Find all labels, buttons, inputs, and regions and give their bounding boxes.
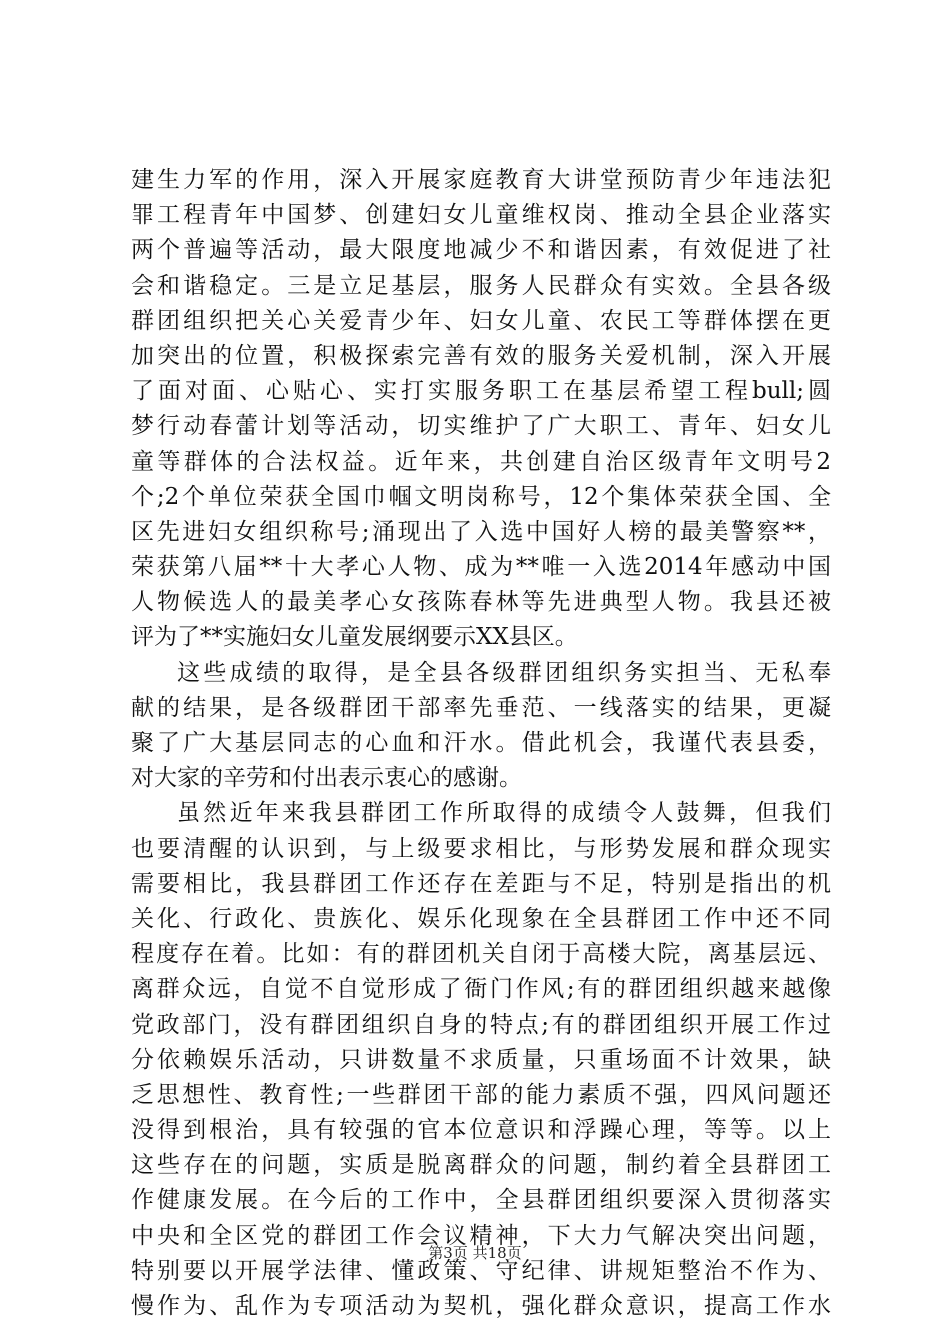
- text-line: 区先进妇女组织称号;涌现出了入选中国好人榜的最美警察**，: [131, 518, 831, 545]
- text-line: 会和谐稳定。三是立足基层，服务人民群众有实效。全县各级: [131, 272, 831, 299]
- text-line: 个;2个单位荣获全国巾帼文明岗称号，12个集体荣获全国、全: [131, 483, 831, 510]
- text-line: 童等群体的合法权益。近年来，共创建自治区级青年文明号2: [131, 448, 831, 475]
- text-line: 乏思想性、教育性;一些群团干部的能力素质不强，四风问题还: [131, 1081, 831, 1108]
- text-line: 加突出的位置，积极探索完善有效的服务关爱机制，深入开展: [131, 342, 831, 369]
- text-line: 这些成绩的取得，是全县各级群团组织务实担当、无私奉: [177, 659, 831, 686]
- text-line: 慢作为、乱作为专项活动为契机，强化群众意识，提高工作水: [131, 1293, 831, 1319]
- text-line: 离群众远，自觉不自觉形成了衙门作风;有的群团组织越来越像: [131, 976, 831, 1003]
- text-line: 党政部门，没有群团组织自身的特点;有的群团组织开展工作过: [131, 1011, 831, 1038]
- text-line: 关化、行政化、贵族化、娱乐化现象在全县群团工作中还不同: [131, 905, 831, 932]
- text-line: 程度存在着。比如：有的群团机关自闭于高楼大院，离基层远、: [131, 941, 831, 968]
- text-line: 荣获第八届**十大孝心人物、成为**唯一入选2014年感动中国: [131, 554, 831, 581]
- text-line: 群团组织把关心关爱青少年、妇女儿童、农民工等群体摆在更: [131, 307, 831, 334]
- text-line: 两个普遍等活动，最大限度地减少不和谐因素，有效促进了社: [131, 237, 831, 264]
- text-line: 特别要以开展学法律、懂政策、守纪律、讲规矩整治不作为、: [131, 1257, 831, 1284]
- text-line: 梦行动春蕾计划等活动，切实维护了广大职工、青年、妇女儿: [131, 413, 831, 440]
- page-number-footer: 第3页 共18页: [428, 1244, 522, 1262]
- text-line: 这些存在的问题，实质是脱离群众的问题，制约着全县群团工: [131, 1152, 831, 1179]
- text-line: 建生力军的作用，深入开展家庭教育大讲堂预防青少年违法犯: [131, 167, 831, 193]
- text-line: 虽然近年来我县群团工作所取得的成绩令人鼓舞，但我们: [177, 800, 831, 827]
- text-line: 罪工程青年中国梦、创建妇女儿童维权岗、推动全县企业落实: [131, 202, 831, 229]
- text-line: 评为了**实施妇女儿童发展纲要示XX县区。: [131, 624, 578, 651]
- body-text: [131, 163, 831, 1324]
- text-line: 分依赖娱乐活动，只讲数量不求质量，只重场面不计效果，缺: [131, 1046, 831, 1073]
- text-line: 献的结果，是各级群团干部率先垂范、一线落实的结果，更凝: [131, 694, 831, 721]
- text-line: 中央和全区党的群团工作会议精神，下大力气解决突出问题，: [131, 1222, 831, 1249]
- text-line: 聚了广大基层同志的心血和汗水。借此机会，我谨代表县委，: [131, 730, 831, 756]
- text-line: 作健康发展。在今后的工作中，全县群团组织要深入贯彻落实: [131, 1187, 831, 1214]
- text-line: 也要清醒的认识到，与上级要求相比，与形势发展和群众现实: [131, 835, 831, 862]
- text-line: 人物候选人的最美孝心女孩陈春林等先进典型人物。我县还被: [131, 589, 831, 616]
- text-line: 了面对面、心贴心、实打实服务职工在基层希望工程bull;圆: [131, 378, 831, 405]
- text-line: 没得到根治，具有较强的官本位意识和浮躁心理，等等。以上: [131, 1117, 831, 1144]
- text-line: 对大家的辛劳和付出表示衷心的感谢。: [131, 765, 522, 792]
- text-line: 需要相比，我县群团工作还存在差距与不足，特别是指出的机: [131, 870, 831, 897]
